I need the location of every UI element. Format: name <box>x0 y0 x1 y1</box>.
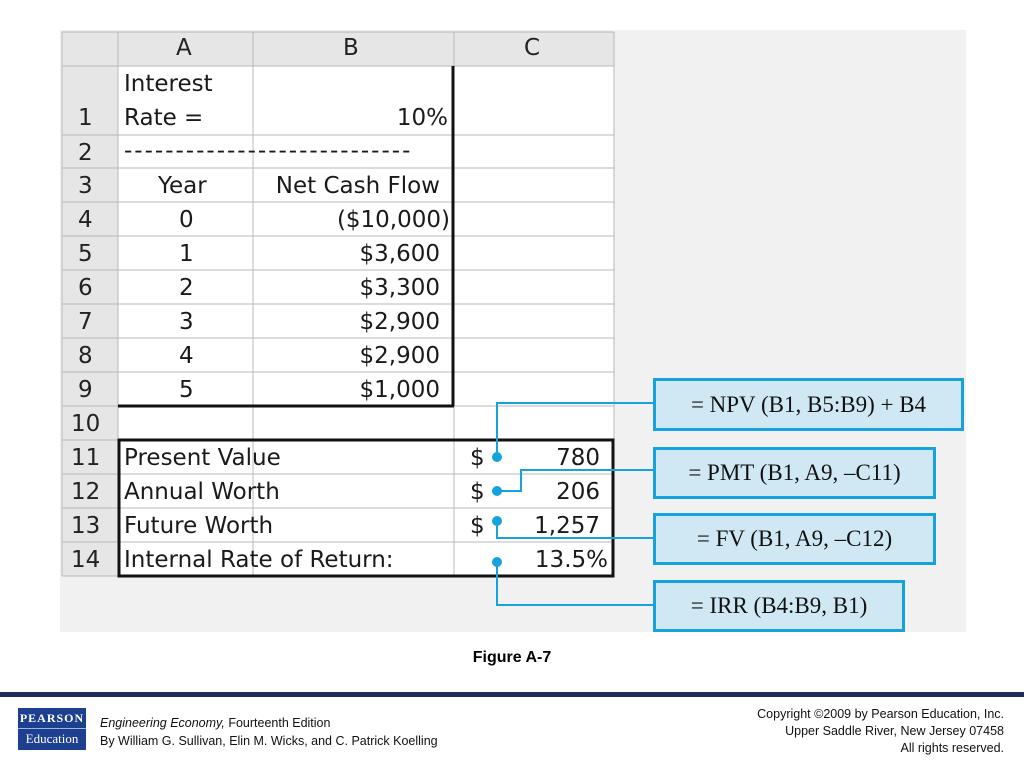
cell-b6[interactable]: $3,300 <box>359 275 440 301</box>
row-header-6[interactable]: 6 <box>78 275 93 301</box>
cell-a14[interactable]: Internal Rate of Return: <box>124 547 394 573</box>
row-header-4[interactable]: 4 <box>78 207 93 233</box>
cell-a1-line2[interactable]: Rate = <box>124 105 204 131</box>
fv-formula-callout: = FV (B1, A9, –C12) <box>653 513 936 565</box>
row-header-13[interactable]: 13 <box>71 513 101 539</box>
column-header-c[interactable]: C <box>524 35 541 61</box>
copyright-block <box>757 706 1004 757</box>
currency-c13: $ <box>470 513 485 539</box>
currency-c11: $ <box>470 445 485 471</box>
cell-a11[interactable]: Present Value <box>124 445 281 471</box>
cell-b9[interactable]: $1,000 <box>359 377 440 403</box>
cell-a12[interactable]: Annual Worth <box>124 479 280 505</box>
cell-a8[interactable]: 4 <box>179 343 194 369</box>
cell-b8[interactable]: $2,900 <box>359 343 440 369</box>
row-header-7[interactable]: 7 <box>78 309 93 335</box>
cell-b1[interactable]: 10% <box>396 105 448 131</box>
copyright-line-3: All rights reserved. <box>900 741 1004 755</box>
npv-formula-callout: = NPV (B1, B5:B9) + B4 <box>653 378 964 431</box>
row-header-3[interactable]: 3 <box>78 173 93 199</box>
cell-a7[interactable]: 3 <box>179 309 194 335</box>
row-header-2[interactable]: 2 <box>78 140 93 166</box>
copyright-line-1: Copyright ©2009 by Pearson Education, Inc. <box>757 707 1004 721</box>
pearson-logo <box>18 708 86 750</box>
row-header-1[interactable]: 1 <box>78 105 93 131</box>
cell-a9[interactable]: 5 <box>179 377 194 403</box>
book-edition: Fourteenth Edition <box>224 716 331 730</box>
cell-a6[interactable]: 2 <box>179 275 194 301</box>
cell-row2-dashes: ---------------------------- <box>124 138 413 164</box>
row-header-11[interactable]: 11 <box>71 445 101 471</box>
row-header-14[interactable]: 14 <box>71 547 101 573</box>
cell-c13[interactable]: 1,257 <box>534 513 600 539</box>
irr-formula-callout: = IRR (B4:B9, B1) <box>653 580 905 632</box>
pmt-formula-callout: = PMT (B1, A9, –C11) <box>653 447 936 499</box>
cell-a1-line1[interactable]: Interest <box>124 71 213 97</box>
logo-top-text: PEARSON <box>18 711 86 729</box>
cell-b3[interactable]: Net Cash Flow <box>275 173 440 199</box>
row-header-10[interactable]: 10 <box>71 411 101 437</box>
row-header-12[interactable]: 12 <box>71 479 101 505</box>
logo-bottom-text: Education <box>25 731 79 746</box>
book-title: Engineering Economy, <box>100 716 225 730</box>
cell-b4[interactable]: ($10,000) <box>336 207 450 233</box>
row-header-9[interactable]: 9 <box>78 377 93 403</box>
cell-b7[interactable]: $2,900 <box>359 309 440 335</box>
cell-c14[interactable]: 13.5% <box>534 547 608 573</box>
row-header-8[interactable]: 8 <box>78 343 93 369</box>
cell-a3[interactable]: Year <box>158 173 207 199</box>
column-header-b[interactable]: B <box>343 35 359 61</box>
book-info <box>100 714 438 750</box>
book-authors: By William G. Sullivan, Elin M. Wicks, and C. Patrick Koelling <box>100 734 438 748</box>
cell-c11[interactable]: 780 <box>556 445 600 471</box>
copyright-line-2: Upper Saddle River, New Jersey 07458 <box>785 724 1004 738</box>
cell-a5[interactable]: 1 <box>179 241 194 267</box>
footer-rule <box>0 692 1024 697</box>
currency-c12: $ <box>470 479 485 505</box>
cell-a13[interactable]: Future Worth <box>124 513 274 539</box>
column-header-a[interactable]: A <box>176 35 192 61</box>
cell-a4[interactable]: 0 <box>179 207 194 233</box>
row-header-5[interactable]: 5 <box>78 241 93 267</box>
cell-c12[interactable]: 206 <box>556 479 600 505</box>
figure-caption: Figure A-7 <box>472 649 552 666</box>
cell-b5[interactable]: $3,600 <box>359 241 440 267</box>
